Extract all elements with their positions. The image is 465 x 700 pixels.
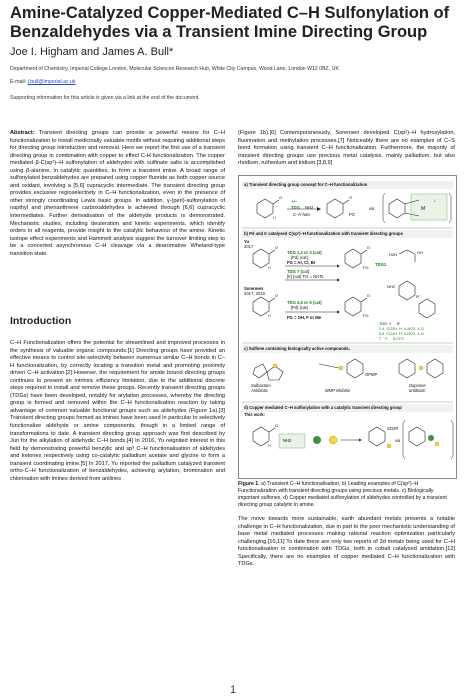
svg-text:H: H	[268, 443, 271, 448]
mmp-label: MMP inhibitor	[325, 388, 351, 393]
svg-text:O: O	[367, 245, 371, 250]
figure-1	[238, 175, 457, 479]
svg-text:O: O	[367, 293, 371, 298]
panel-d-substrate	[253, 423, 278, 448]
svg-text:H: H	[268, 313, 271, 318]
this-work-label: This work:	[244, 412, 265, 417]
panel-a-intermediate	[383, 193, 451, 223]
supporting-info: Supporting information for this article is given via a link at the end of the document.	[10, 95, 200, 101]
panel-b-arrowhead-2	[337, 279, 340, 282]
svg-text:H: H	[273, 215, 276, 220]
b-cond-1: TDG 1,2 or 3 (cat)	[287, 250, 322, 255]
svg-text:H2N: H2N	[389, 252, 398, 257]
svg-text:L: L	[434, 198, 437, 203]
b-cond-3b: [Pd] (cat)	[291, 305, 308, 310]
svg-text:FG: FG	[363, 265, 369, 270]
panel-d-via: via	[395, 438, 401, 443]
panel-b-tdg-structures	[387, 250, 435, 318]
tdg-table-row-2: 5,6 CO2H H, 4-NO2, 4-Cl	[379, 332, 425, 336]
panel-d-cu-dot	[313, 436, 321, 444]
tdg-table-row-3: 7 F 5-CF3	[379, 337, 404, 341]
authors: Joe I. Higham and James A. Bull*	[10, 46, 174, 58]
panel-d-intermediate	[403, 420, 453, 459]
panel-a-arrowhead	[317, 207, 321, 211]
b-cond-1c: FG = Ar, Cl, Br	[287, 260, 316, 265]
panel-b-heading: b) Pd and Ir catalysed C(sp²)–H functionalization with transient directing groups	[244, 231, 403, 236]
svg-text:O: O	[349, 195, 353, 200]
page-number: 1	[230, 684, 237, 696]
dapsone-label-2: antibiotic	[409, 388, 426, 393]
dapsone-label: Dapsone	[409, 383, 426, 388]
panel-d-heading: d) Copper mediated C–H sulfonylation with a catalytic transient directing group	[244, 405, 402, 410]
svg-text:M: M	[421, 206, 426, 212]
panel-b-arrowhead-3	[337, 311, 340, 314]
sorensen-label: Sorensen	[244, 286, 264, 291]
affiliation: Department of Chemistry, Imperial College London, Molecular Sciences Research Hub, White City Campus, Wood Lane, London W12 0BZ, UK	[10, 66, 339, 72]
panel-a-heading: a) Transient directing group concept for C–H functionalization	[244, 182, 368, 187]
panel-a-via: via	[369, 206, 375, 211]
mmp-inhibitor-structure	[319, 359, 363, 378]
abstract-label: Abstract:	[10, 130, 35, 136]
tdg-table-row-1: 2-4 CO2H H, 4-NO2, 4-Cl	[379, 327, 425, 331]
svg-text:H: H	[268, 265, 271, 270]
abstract-text: Transient directing groups can provide a powerful means for C–H functionalization to install medicinally valuable motifs without requiring additional steps for directing group introduction and removal. Here we report the first use of a transient directing group in combination with copper to effect C-H functionalization. The copper mediated β-C(sp²)–H sulfonylation of aldehydes with sulfinate salts is accomplished using β-alanine, in catalytic quantities, to form a transient imine. A broad range of sulfonylated benzaldehydes are prepared using copper fluoride as both copper source and oxidant, involving a [5,6] cupracyclic intermediate. The transient directing group provides exclusive regioselectivity in C–H functionalization, even in the presence of other strongly coordinating Lewis basic groups. In addition, γ-(peri)-sulfonylation of napthyl and phenanthrene carboxaldehydes is achieved through [6,6] cupracyclic intermediates. Further derivatisation of the aldehyde products is demonstrated. Mechanistic studies, including deuteration and kinetic experiments, which identify orders in all reagents, provide insight to the catalytic behaviour of the amine. Kinetic isotope effect experiments and Hammett analysis suggest the turnover limiting step to be a concerted asynchronous C–H cleavage via a dearomative Wheland-type transition state.	[10, 130, 225, 257]
panel-d-so2r: SO2R	[387, 426, 399, 431]
svg-text:O: O	[275, 245, 279, 250]
panel-b-yu-substrate	[253, 245, 278, 270]
b-cond-2b: [Ir] (cat) FG = NHTs	[287, 274, 324, 279]
opmp-label: OPMP	[365, 372, 378, 377]
right-column-paragraph-1: (Figure 1b).[6] Contemporaneously, Sorensen developed C(sp²)–H hydroxylation, fluorination and methylation processes.[7] Noticeably there are no examples of C–S bond formation using transient C–H functionalization. Furthermore, the majority of transient directing groups use precious metal catalysis, mainly palladium, but also rhodium, ruthenium and iridium.[3,8,9]	[238, 130, 455, 167]
panel-a-aldehyde	[257, 195, 282, 220]
panel-d-sulfinate-dot	[329, 436, 337, 444]
panel-b-product-2	[345, 293, 370, 318]
b-cond-1b: [Pd] (cat)	[291, 255, 308, 260]
email-line	[10, 79, 76, 85]
figure-caption	[238, 481, 455, 509]
paper-title: Amine-Catalyzed Copper-Mediated C–H Sulfonylation of Benzaldehydes via a Transient Imine Directing Group	[10, 4, 450, 41]
sulbactam-label-2: Antibiotic	[251, 388, 268, 393]
sorensen-year: 2017, 2018	[244, 291, 265, 296]
svg-text:NH2: NH2	[387, 284, 396, 289]
panel-b-product-1	[345, 245, 370, 270]
panel-b-arrowhead-1	[337, 265, 340, 268]
email-link[interactable]: j.bull@imperial.ac.uk	[27, 79, 76, 85]
svg-text:OH: OH	[417, 250, 423, 255]
panel-d-arrowhead	[359, 439, 362, 442]
panel-a-tdg: TDG	[291, 205, 300, 210]
panel-a-fg: FG	[349, 212, 355, 217]
yu-label: Yu	[244, 239, 250, 244]
introduction-heading: Introduction	[10, 315, 72, 327]
panel-a-func: C–H func	[293, 212, 311, 217]
panel-b-sorensen-substrate	[253, 293, 278, 318]
caption-text: a) Transient C–H functionalisation. b) Leading examples of C(sp²)–H Functionalization with transient directing groups using precious metals. c) Biologically important sulfones. d) Copper mediated sulfonylation of aldehydes controlled by a transient directing group catalytic in amine.	[238, 481, 447, 508]
svg-text:O: O	[275, 293, 279, 298]
svg-text:R': R'	[416, 294, 420, 299]
yu-year: 2017	[244, 244, 254, 249]
sulbactam-label: Sulbactam	[251, 383, 271, 388]
abstract	[10, 130, 225, 258]
sulbactam-structure	[253, 364, 283, 380]
svg-text:O: O	[275, 423, 279, 428]
tdg-table-header: TDG Y R'	[379, 322, 401, 326]
b-cond-3c: FG = OH, F or Me	[287, 315, 322, 320]
dapsone-structure	[399, 359, 443, 378]
panel-c-heading: c) Sulfone containing biologically active compounds.	[244, 346, 350, 351]
panel-a-reagent: +/–	[291, 199, 297, 204]
panel-d-nh2: NH2	[283, 438, 292, 443]
svg-text:FG: FG	[363, 313, 369, 318]
b-cond-3: TDG 4,5 or 6 (cat)	[287, 300, 322, 305]
right-column-paragraph-2: The move towards more sustainable, earth abundant metals presents a notable challenge in C–H functionalization, due in part to the poor mechanistic understanding of base metal mediated processes making rational reaction optimization particularly challenging.[10,11] To date there are only two reports of 3d metals being used for C–H functionalisation in combination with TDGs, both in cobalt catalysed amidation.[12] Specifically, there are no examples of copper mediated C–H functionalization with TDGs.	[238, 516, 455, 568]
svg-text:O: O	[279, 195, 283, 200]
introduction-paragraph: C–H Functionalization offers the potential for streamlined and improved processes in the synthesis of valuable organic compounds.[1] Directing groups have provided an effective means to control site-selectivity between numerous similar C–H bonds in C–H functionalization, by correctly locating a transition metal and promoting proximity driven C–H activation.[2] However, the requirement for amide bound directing groups continues to present an intrinsic efficiency limitation, due to the additional discrete steps required to install and remove these groups. Recently transient directing groups (TDGs) have been developed, notably for arylation processes, whereby the directing group is formed and removed within the C–H functionalisation reaction by taking advantage of common valuable functional groups such as aldehydes (Figure 1a).[3] Transient directing groups formed as imines have been used in particular to selectively functionalize aldehyde or amine components, though in a limited range of transformations to date. A transient directing group approach was first described by Jun for the alkylation of aldehydic C–H bonds.[4] In 2016, Yu reignited interest in this field by demonstrating powerful benzylic and sp³ C–H functionalisation of aldehydes and ketones respectively using co-catalytic palladium acetate and glycine to form a transient coordinating imine.[5] In 2017, Yu reported the palladium catalyzed transient ortho-C–H functionalization of benzaldehydes, achieving arylation, bromination and chlorination with imines derived from anilines	[10, 340, 225, 482]
panel-a-nh2: NH2	[305, 205, 314, 210]
email-label: E-mail:	[10, 79, 28, 85]
caption-label: Figure 1.	[238, 481, 260, 487]
b-cond-2: TDG 7 (cat)	[287, 269, 310, 274]
tdg1-label: TDG1	[375, 262, 387, 267]
